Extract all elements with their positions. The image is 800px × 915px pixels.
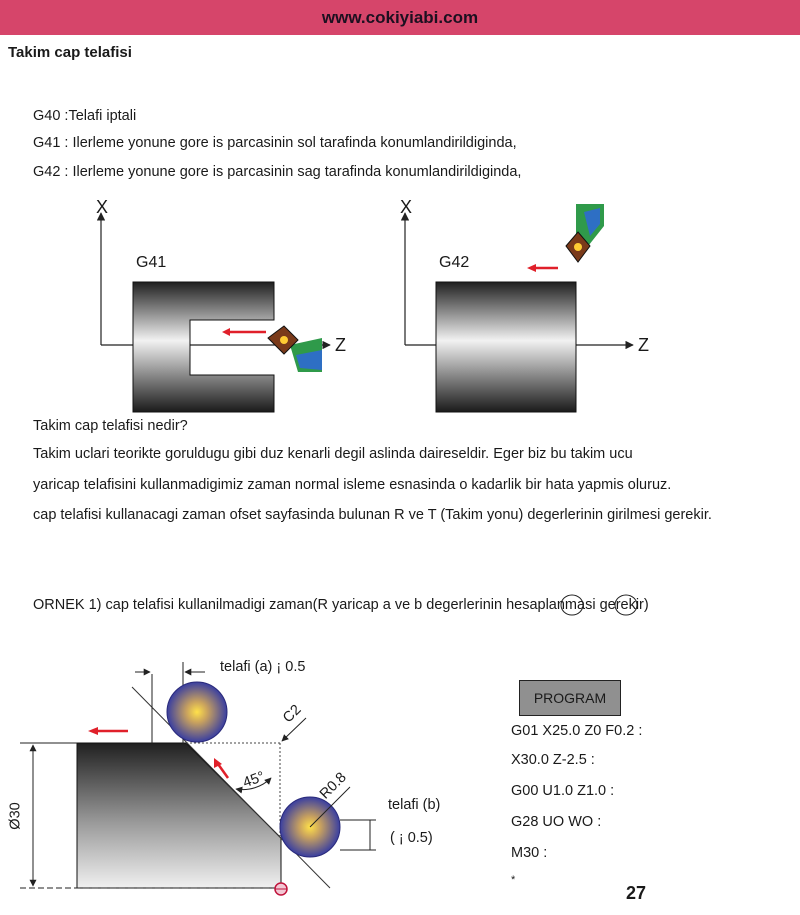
g42-figure [405,204,633,412]
diameter-label: Ø30 [7,802,24,830]
g41-label: G41 [136,254,167,271]
telafi-a-label: telafi (a) ¡ 0.5 [220,659,306,675]
g41-workpiece [133,282,274,412]
g41-tool-icon [268,326,322,372]
g41-z-label: Z [335,335,346,355]
g40-line: G40 :Telafi iptali [33,108,137,124]
g41-line: G41 : Ilerleme yonune gore is parcasinin sol tarafinda konumlandirildiginda, [33,135,517,151]
g42-x-label: X [400,197,413,217]
program-line-2: X30.0 Z-2.5 : [511,752,595,768]
explanation-line-3: cap telafisi kullanacagi zaman ofset sayfasinda bulunan R ve T (Takim yonu) degerlerinin girilmesi gerekir. [33,507,712,523]
tool-nose-top [167,682,227,742]
example-workpiece [77,743,281,888]
example-heading: ORNEK 1) cap telafisi kullanilmadigi zaman(R yaricap a ve b degerlerinin hesaplanmasi gerekir) [33,597,649,613]
question-heading: Takim cap telafisi nedir? [33,418,188,434]
program-title: PROGRAM [519,680,621,716]
page-title: Takim cap telafisi [8,44,132,61]
site-banner[interactable]: www.cokiyiabi.com [0,0,800,35]
g41-figure [101,213,330,412]
g42-tool-icon [566,204,604,262]
angle-label: 45° [240,768,268,792]
program-line-5: M30 : [511,845,548,861]
explanation-line-1: Takim uclari teorikte goruldugu gibi duz kenarli degil aslinda daireseldir. Eger biz bu takim ucu [33,446,633,462]
radius-label: R0.8 [316,769,350,803]
explanation-line-2: yaricap telafisini kullanmadigimiz zaman normal isleme esnasinda o kadarlik bir hata yapmis oluruz. [33,477,672,493]
program-line-6: * [511,874,516,886]
g42-workpiece [436,282,576,412]
g42-label: G42 [439,254,470,271]
g41-x-label: X [96,197,109,217]
telafi-b-label: telafi (b) [388,797,441,813]
c2-label: C2 [280,701,305,727]
page-number: 27 [626,883,647,903]
program-line-1: G01 X25.0 Z0 F0.2 : [511,723,643,739]
g42-line: G42 : Ilerleme yonune gore is parcasinin sag tarafinda konumlandirildiginda, [33,164,522,180]
program-line-3: G00 U1.0 Z1.0 : [511,783,615,799]
g42-z-label: Z [638,335,649,355]
telafi-b-value: ( ¡ 0.5) [390,830,433,846]
program-line-4: G28 UO WO : [511,814,602,830]
